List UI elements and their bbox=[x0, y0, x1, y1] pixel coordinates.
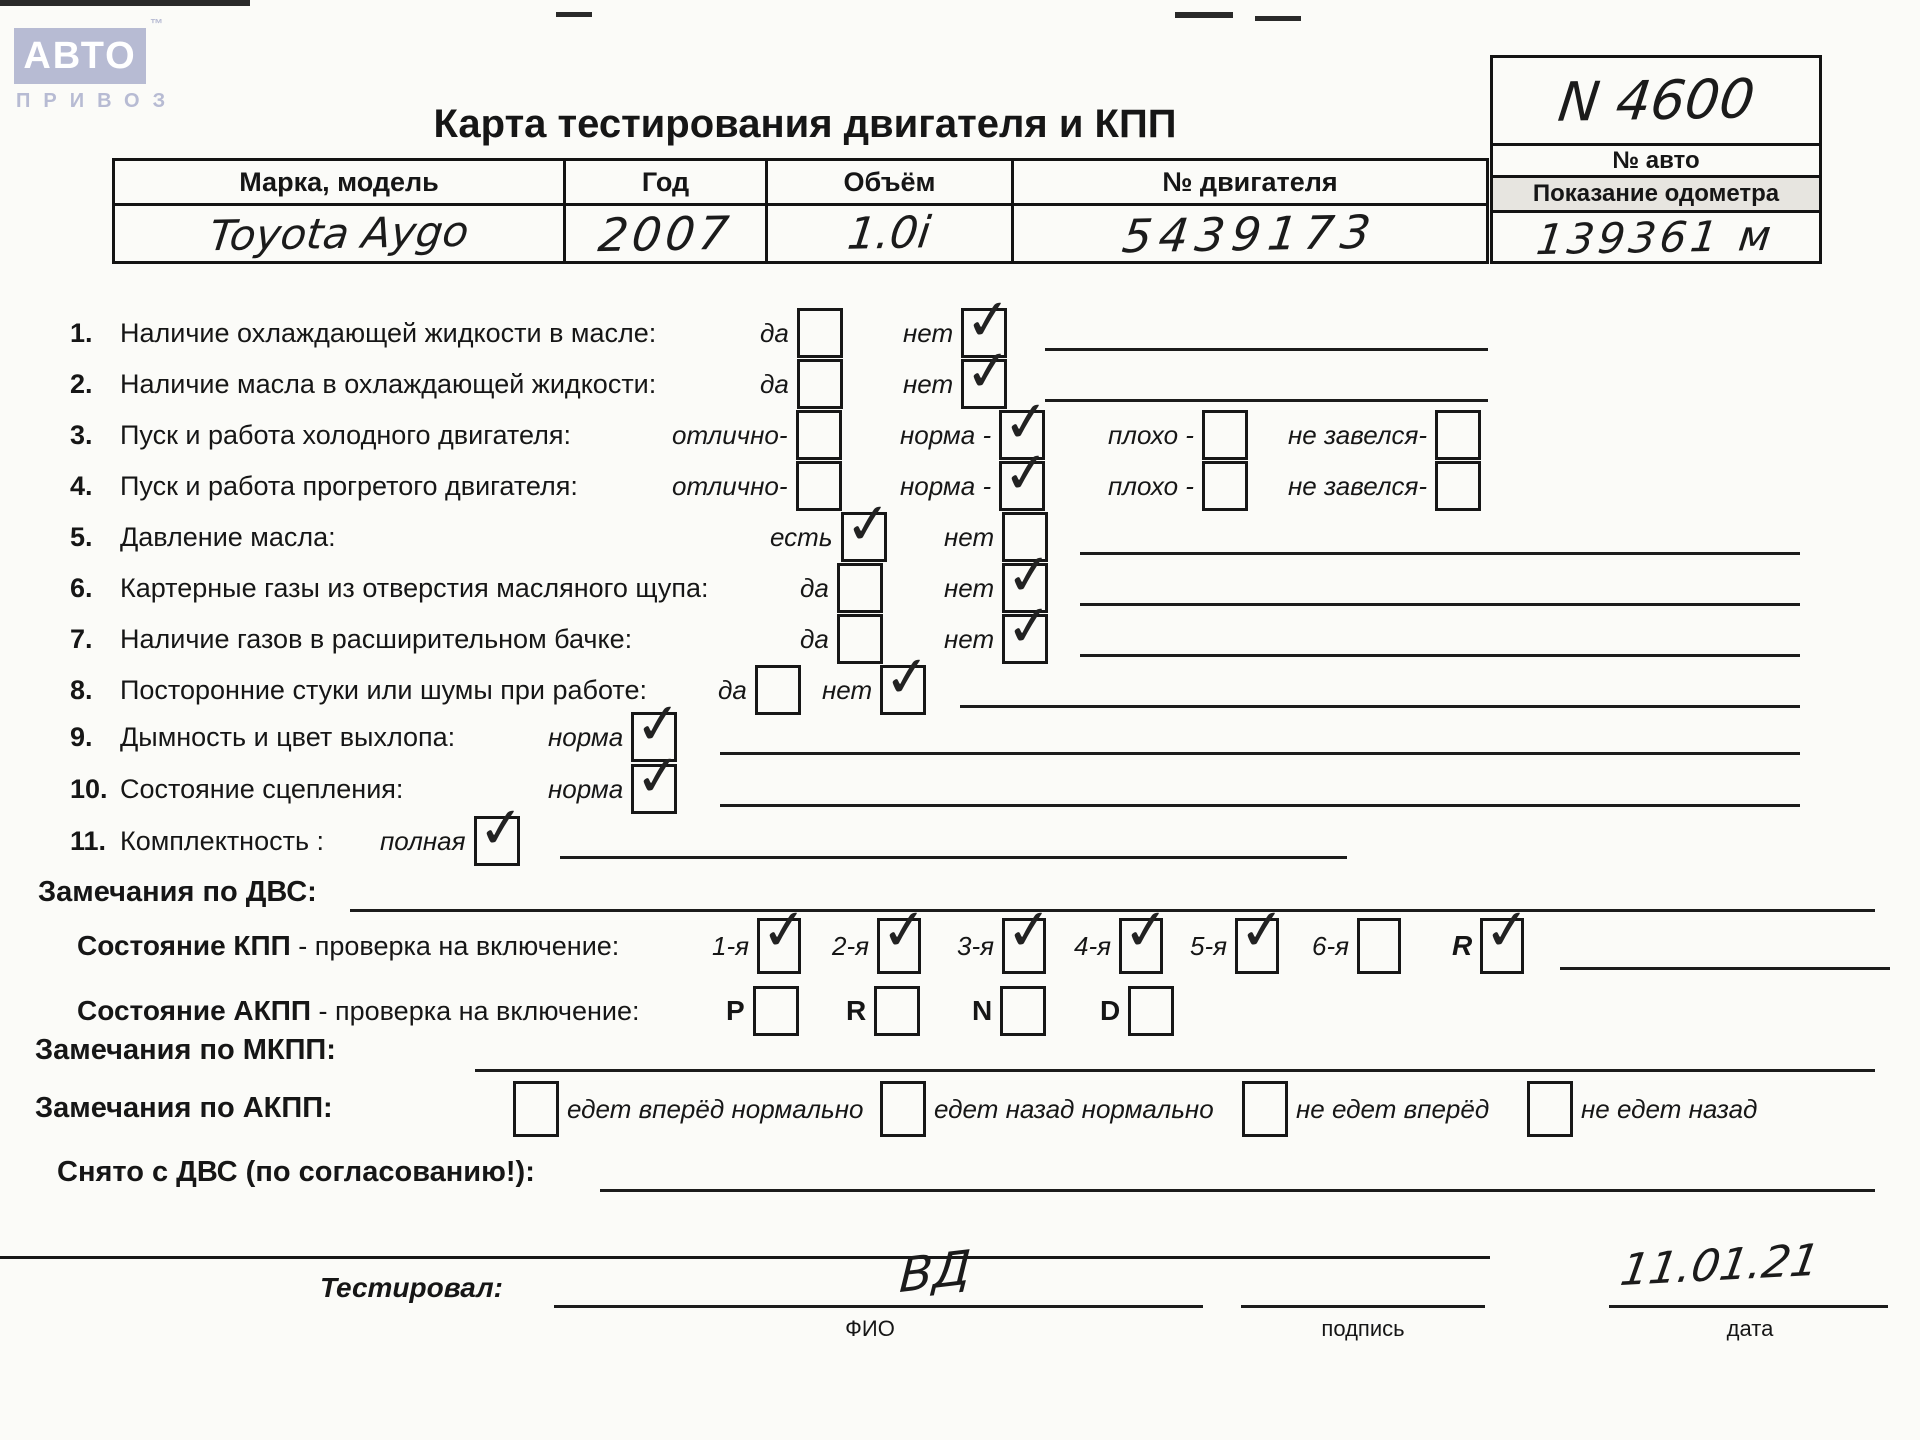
option-label: да bbox=[760, 317, 789, 348]
checkbox-otlichno[interactable] bbox=[796, 461, 842, 511]
checkbox-gear-4[interactable] bbox=[1119, 896, 1173, 974]
gear-label: 5-я bbox=[1190, 930, 1228, 961]
checkbox-no-backward[interactable] bbox=[1527, 1081, 1573, 1137]
car-number-label: № авто bbox=[1493, 143, 1819, 175]
page-title: Карта тестирования двигателя и КПП bbox=[433, 102, 1177, 146]
checkbox-ne-zavelsya[interactable] bbox=[1435, 410, 1481, 460]
item-number: 11. bbox=[70, 826, 107, 856]
fill-line[interactable] bbox=[720, 804, 1800, 807]
checkbox-no-forward[interactable] bbox=[1242, 1081, 1288, 1137]
item-number: 1. bbox=[70, 318, 93, 348]
item-label: Наличие газов в расширительном бачке: bbox=[120, 624, 633, 654]
item-number: 8. bbox=[70, 675, 93, 705]
item-row-10 bbox=[0, 742, 1920, 811]
option-label: нет bbox=[903, 368, 954, 399]
removed-label: Снято с ДВС (по согласованию!): bbox=[57, 1156, 535, 1188]
checkbox-gear-2[interactable] bbox=[877, 896, 931, 974]
value-make-model[interactable]: Toyota Aygo bbox=[115, 203, 563, 261]
fill-line[interactable] bbox=[1045, 348, 1488, 351]
item-number: 10. bbox=[70, 774, 108, 804]
checkbox-norma[interactable] bbox=[999, 439, 1053, 511]
header-make-model: Марка, модель bbox=[239, 166, 439, 197]
item-label: Пуск и работа прогретого двигателя: bbox=[120, 471, 578, 501]
checkbox-da[interactable] bbox=[837, 563, 883, 613]
akpp-notes-row bbox=[0, 1082, 1920, 1136]
checkbox-gear-1[interactable] bbox=[757, 896, 811, 974]
avtoprivoz-logo bbox=[14, 28, 146, 84]
item-row-11 bbox=[0, 794, 1920, 863]
option-label: плохо - bbox=[1108, 470, 1194, 501]
fill-line[interactable] bbox=[960, 705, 1800, 708]
option-label: норма bbox=[548, 721, 624, 752]
checkmark: ✓ bbox=[1481, 896, 1534, 965]
checkmark: ✓ bbox=[1003, 541, 1056, 610]
item-number: 7. bbox=[70, 624, 93, 654]
signature-scribble: ВД bbox=[898, 1239, 973, 1305]
checkbox-gear-5[interactable] bbox=[1235, 896, 1289, 974]
item-number: 3. bbox=[70, 420, 93, 450]
scan-artifact bbox=[1255, 16, 1301, 21]
item-label: Картерные газы из отверстия масляного щупа: bbox=[120, 573, 709, 603]
value-volume[interactable]: 1.0i bbox=[765, 203, 1011, 261]
fill-line[interactable] bbox=[1080, 654, 1800, 657]
item-row-3 bbox=[0, 388, 1920, 457]
scan-artifact bbox=[1175, 12, 1233, 18]
checkmark: ✓ bbox=[474, 794, 528, 863]
item-label: Пуск и работа холодного двигателя: bbox=[120, 420, 571, 450]
gear-label: 4-я bbox=[1074, 930, 1112, 961]
checkmark: ✓ bbox=[758, 896, 811, 965]
date-value: 11.01.21 bbox=[1616, 1234, 1823, 1297]
checkmark: ✓ bbox=[632, 690, 685, 759]
odometer-label: Показание одометра bbox=[1493, 175, 1819, 210]
fio-line[interactable] bbox=[554, 1305, 1203, 1308]
item-label: Дымность и цвет выхлопа: bbox=[120, 722, 456, 752]
option-label: норма bbox=[548, 773, 624, 804]
mode-label: D bbox=[1100, 995, 1121, 1026]
value-year[interactable]: 2007 bbox=[563, 203, 765, 261]
akpp-label-rest: - проверка на включение: bbox=[310, 996, 640, 1026]
checkmark: ✓ bbox=[1003, 896, 1056, 965]
checkbox-ploho[interactable] bbox=[1202, 461, 1248, 511]
logo-text: АВТО bbox=[23, 34, 137, 77]
option-label: отлично- bbox=[672, 470, 788, 501]
logo-subtext: ПРИВОЗ bbox=[16, 90, 179, 112]
tested-by-label: Тестировал: bbox=[320, 1272, 503, 1303]
option-label: нет bbox=[822, 674, 873, 705]
car-number-box bbox=[1490, 55, 1822, 264]
checkmark: ✓ bbox=[1120, 896, 1173, 965]
item-number: 5. bbox=[70, 522, 93, 552]
checkmark: ✓ bbox=[1236, 896, 1289, 965]
gear-label: 3-я bbox=[957, 930, 995, 961]
gear-label: R bbox=[1452, 930, 1473, 961]
option-label: да bbox=[800, 623, 829, 654]
scan-artifact bbox=[0, 0, 250, 6]
checkbox-gear-6[interactable] bbox=[1357, 918, 1401, 974]
header-engine-no: № двигателя bbox=[1011, 161, 1486, 203]
mode-label: P bbox=[726, 995, 745, 1026]
kpp-label-bold: Состояние КПП bbox=[77, 930, 291, 961]
checkmark: ✓ bbox=[962, 337, 1015, 406]
header-volume: Объём bbox=[765, 161, 1011, 203]
mkpp-notes-label: Замечания по МКПП: bbox=[35, 1034, 336, 1066]
checkmark: ✓ bbox=[1003, 592, 1056, 661]
mkpp-notes-line[interactable] bbox=[475, 1069, 1875, 1072]
item-row-5 bbox=[0, 490, 1920, 559]
vehicle-table bbox=[112, 158, 1489, 264]
item-number: 9. bbox=[70, 722, 93, 752]
option-label: нет bbox=[944, 623, 995, 654]
akpp-notes-label: Замечания по АКПП: bbox=[35, 1092, 333, 1124]
checkbox-norma[interactable] bbox=[631, 742, 685, 814]
item-label: Комплектность : bbox=[120, 826, 325, 856]
item-row-4 bbox=[0, 439, 1920, 508]
checkmark: ✓ bbox=[632, 742, 685, 811]
dvs-notes-row bbox=[0, 870, 1920, 916]
checkmark: ✓ bbox=[1000, 439, 1053, 508]
date-line[interactable] bbox=[1609, 1305, 1888, 1308]
option-label: нет bbox=[944, 572, 995, 603]
signature-caption: подпись bbox=[1321, 1316, 1405, 1341]
trademark-symbol: ™ bbox=[150, 16, 163, 31]
mode-label: R bbox=[846, 995, 867, 1026]
option-label: нет bbox=[944, 521, 995, 552]
item-label: Посторонние стуки или шумы при работе: bbox=[120, 675, 647, 705]
car-number-value[interactable]: N 4600 bbox=[1554, 67, 1758, 134]
option-label: да bbox=[760, 368, 789, 399]
checkbox-net[interactable] bbox=[1002, 592, 1056, 664]
akpp-option-label: не едет вперёд bbox=[1296, 1093, 1490, 1124]
checkbox-da[interactable] bbox=[837, 614, 883, 664]
signature-line[interactable] bbox=[1241, 1305, 1485, 1308]
item-row-8 bbox=[0, 643, 1920, 712]
fill-line[interactable] bbox=[560, 856, 1347, 859]
mode-label: N bbox=[972, 995, 993, 1026]
akpp-label-bold: Состояние АКПП bbox=[77, 995, 311, 1026]
separator-line bbox=[0, 1256, 1490, 1259]
option-label: плохо - bbox=[1108, 419, 1194, 450]
item-number: 2. bbox=[70, 369, 93, 399]
gear-label: 2-я bbox=[832, 930, 870, 961]
kpp-line[interactable] bbox=[1560, 967, 1890, 970]
item-label: Давление масла: bbox=[120, 522, 336, 552]
akpp-option-label: едет назад нормально bbox=[934, 1093, 1214, 1124]
checkbox-da[interactable] bbox=[755, 665, 801, 715]
item-row-2 bbox=[0, 337, 1920, 406]
item-number: 4. bbox=[70, 471, 93, 501]
scan-artifact bbox=[556, 12, 592, 17]
checkbox-forward-ok[interactable] bbox=[513, 1081, 559, 1137]
item-number: 6. bbox=[70, 573, 93, 603]
checkmark: ✓ bbox=[841, 490, 895, 559]
option-label: да bbox=[718, 674, 747, 705]
checkbox-backward-ok[interactable] bbox=[880, 1081, 926, 1137]
item-label: Наличие масла в охлаждающей жидкости: bbox=[120, 369, 657, 399]
checkbox-polnaya[interactable] bbox=[474, 794, 528, 866]
fill-line[interactable] bbox=[1080, 603, 1800, 606]
checkbox-net[interactable] bbox=[880, 643, 934, 715]
checkbox-otlichno[interactable] bbox=[796, 410, 842, 460]
fill-line[interactable] bbox=[1080, 552, 1800, 555]
option-label: да bbox=[800, 572, 829, 603]
item-row-7 bbox=[0, 592, 1920, 661]
removed-row bbox=[0, 1150, 1920, 1196]
checkbox-da[interactable] bbox=[797, 359, 843, 409]
odometer-value[interactable]: 139361 м bbox=[1493, 210, 1819, 261]
option-label: не завелся- bbox=[1288, 470, 1428, 501]
akpp-option-label: не едет назад bbox=[1581, 1093, 1758, 1124]
kpp-label-rest: - проверка на включение: bbox=[290, 931, 620, 961]
option-label: не завелся- bbox=[1288, 419, 1428, 450]
removed-line[interactable] bbox=[600, 1189, 1875, 1192]
option-label: отлично- bbox=[672, 419, 788, 450]
option-label: норма - bbox=[900, 419, 992, 450]
gear-label: 1-я bbox=[712, 930, 750, 961]
checkbox-ploho[interactable] bbox=[1202, 410, 1248, 460]
item-label: Наличие охлаждающей жидкости в масле: bbox=[120, 318, 657, 348]
mkpp-notes-row bbox=[0, 1028, 1920, 1074]
fill-line[interactable] bbox=[720, 752, 1800, 755]
checkmark: ✓ bbox=[881, 643, 934, 712]
checkbox-est[interactable] bbox=[841, 490, 895, 562]
dvs-notes-line[interactable] bbox=[350, 909, 1875, 912]
dvs-notes-label: Замечания по ДВС: bbox=[38, 876, 317, 908]
value-engine-no[interactable]: 5439173 bbox=[1011, 203, 1486, 261]
checkbox-gear-r[interactable] bbox=[1480, 896, 1534, 974]
item-label: Состояние сцепления: bbox=[120, 774, 404, 804]
option-label: норма - bbox=[900, 470, 992, 501]
header-year: Год bbox=[563, 161, 765, 203]
checkbox-da[interactable] bbox=[797, 308, 843, 358]
option-label: полная bbox=[380, 825, 466, 856]
kpp-row bbox=[0, 896, 1920, 972]
date-caption: дата bbox=[1726, 1316, 1774, 1341]
item-row-6 bbox=[0, 541, 1920, 610]
checkmark: ✓ bbox=[878, 896, 931, 965]
item-row-1 bbox=[0, 286, 1920, 355]
checkbox-gear-3[interactable] bbox=[1002, 896, 1056, 974]
checkbox-ne-zavelsya[interactable] bbox=[1435, 461, 1481, 511]
fio-caption: ФИО bbox=[845, 1316, 895, 1341]
fill-line[interactable] bbox=[1045, 399, 1488, 402]
checkmark: ✓ bbox=[962, 286, 1015, 355]
akpp-option-label: едет вперёд нормально bbox=[567, 1093, 864, 1124]
checkmark: ✓ bbox=[1000, 388, 1053, 457]
option-label: есть bbox=[770, 521, 833, 552]
option-label: нет bbox=[903, 317, 954, 348]
gear-label: 6-я bbox=[1312, 930, 1350, 961]
